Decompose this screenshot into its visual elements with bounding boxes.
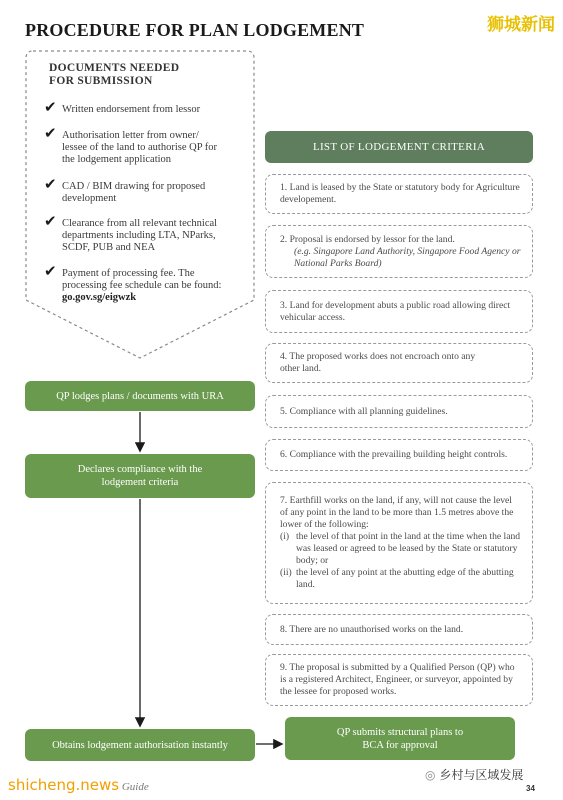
checkmark-icon: ✔ (44, 262, 57, 280)
step-declare-compliance: Declares compliance with the lodgement criteria (25, 454, 255, 498)
criterion-2: 2. Proposal is endorsed by lessor for the land. (e.g. Singapore Land Authority, Singapore Food Agency or National Parks Board) (265, 225, 533, 278)
footer-guide: Guide (121, 781, 149, 793)
criterion-6: 6. Compliance with the prevailing building height controls. (265, 439, 533, 471)
step-submit-structural-plans: QP submits structural plans to BCA for approval (285, 717, 515, 760)
doc-item: ✔ CAD / BIM drawing for proposed development (44, 175, 206, 204)
doc-item: ✔ Clearance from all relevant technical departments including LTA, NParks, SCDF, PUB and NEA (44, 212, 218, 253)
wechat-icon: ◎ (425, 768, 436, 782)
watermark-brand: shicheng.news (8, 776, 120, 794)
fee-schedule-link[interactable]: go.gov.sg/eigwzk (62, 292, 137, 303)
checkmark-icon: ✔ (44, 124, 57, 142)
criterion-7-sub-i: (i) the level of that point in the land at the time when the land was leased or agreed to be leased by the State or statutory body; or (280, 531, 521, 566)
criterion-7-sub-ii: (ii) the level of any point at the abutting edge of the abutting land. (280, 567, 514, 590)
wechat-watermark: ◎ 乡村与区域发展 (425, 768, 524, 782)
criterion-4: 4. The proposed works does not encroach onto any other land. (265, 343, 533, 383)
criteria-header: LIST OF LODGEMENT CRITERIA (265, 131, 533, 163)
checkmark-icon: ✔ (44, 175, 57, 193)
criterion-7: 7. Earthfill works on the land, if any, will not cause the level of any point in the land to be more than 1.5 metres above the lower of the following: (i) the level of that point in the land at the time when the land was leased or agreed to be leased by the State or statutory body; or (ii) the level of any point at the abutting edge of the abutting land. (265, 482, 533, 604)
checkmark-icon: ✔ (44, 212, 57, 230)
watermark-logo: 狮城新闻 (487, 15, 555, 35)
step-lodge-plans: QP lodges plans / documents with URA (25, 381, 255, 411)
criterion-5: 5. Compliance with all planning guidelines. (265, 395, 533, 428)
doc-item: ✔ Authorisation letter from owner/ lessee of the land to authorise QP for the lodgement application (44, 124, 218, 165)
footer-left (8, 776, 149, 794)
checkmark-icon: ✔ (44, 98, 57, 116)
page-title: PROCEDURE FOR PLAN LODGEMENT (25, 20, 365, 40)
doc-item: ✔ Payment of processing fee. The processing fee schedule can be found: go.gov.sg/eigwzk (44, 262, 222, 303)
criterion-3: 3. Land for development abuts a public road allowing direct vehicular access. (265, 290, 533, 333)
page-number: 34 (526, 784, 535, 793)
criterion-9: 9. The proposal is submitted by a Qualified Person (QP) who is a registered Architect, Engineer, or surveyor, appointed by the lessee for proposed works. (265, 654, 533, 706)
criterion-8: 8. There are no unauthorised works on the land. (265, 614, 533, 645)
step-obtain-authorisation: Obtains lodgement authorisation instantly (25, 729, 255, 761)
documents-heading-line2: FOR SUBMISSION (49, 75, 153, 87)
documents-heading-line1: DOCUMENTS NEEDED (49, 62, 180, 74)
criterion-1: 1. Land is leased by the State or statutory body for Agriculture developement. (265, 174, 533, 214)
doc-item: ✔ Written endorsement from lessor (44, 98, 201, 116)
